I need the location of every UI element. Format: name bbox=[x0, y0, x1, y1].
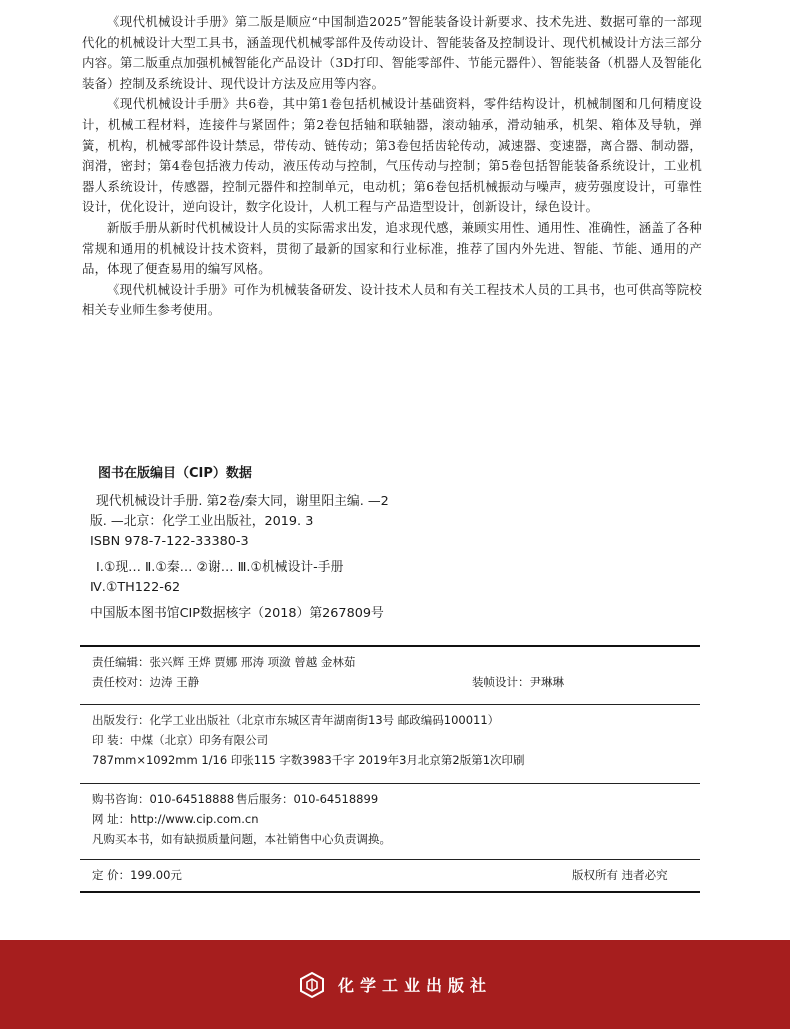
divider-top bbox=[80, 645, 700, 647]
publisher-footer-bar bbox=[0, 940, 790, 1029]
publisher-logo-group bbox=[298, 971, 492, 999]
cip-title: 图书在版编目（CIP）数据 bbox=[98, 466, 252, 481]
publishing-printer: 印 装：中煤（北京）印务有限公司 bbox=[92, 733, 269, 747]
intro-paragraph-2: 《现代机械设计手册》共6卷，其中第1卷包括机械设计基础资料，零件结构设计，机械制图和几何精度设计，机械工程材料，连接件与紧固件；第2卷包括轴和联轴器，滚动轴承，滑动轴承，机架、箱体及导轨，弹簧，机构，机械零部件设计禁忌，带传动、链传动；第3卷包括齿轮传动，减速器、变速器，离合器、制动器，润滑，密封；第4卷包括液力传动，液压传动与控制，气压传动与控制；第5卷包括智能装备系统设计，工业机器人系统设计，传感器，控制元器件和控制单元，电动机；第6卷包括机械振动与噪声，疲劳强度设计，可靠性设计，优化设计，逆向设计，数字化设计，人机工程与产品造型设计，创新设计，绿色设计。 bbox=[82, 96, 702, 215]
credits-proofreader: 责任校对：边涛 王静 bbox=[92, 675, 200, 689]
price-section bbox=[92, 865, 692, 885]
divider-credits bbox=[80, 704, 700, 705]
cip-line-edition: 版. —北京：化学工业出版社，2019. 3 bbox=[90, 514, 314, 529]
contact-purchase: 购书咨询：010-64518888 bbox=[92, 792, 235, 806]
intro-paragraph-3: 新版手册从新时代机械设计人员的实际需求出发，追求现代感，兼顾实用性、通用性、准确性，涵盖了各种常规和通用的机械设计技术资料，贯彻了最新的国家和行业标准，推荐了国内外先进、智能、节能、通用的产品，体现了便查易用的编写风格。 bbox=[82, 219, 702, 277]
divider-publishing bbox=[80, 783, 700, 784]
credits-row bbox=[92, 672, 692, 692]
cip-line-classification: Ⅰ.①现… Ⅱ.①秦… ②谢… Ⅲ.①机械设计-手册 bbox=[96, 560, 344, 575]
credits-editors: 责任编辑：张兴辉 王烨 贾娜 邢涛 项潋 曾越 金林茹 bbox=[92, 655, 356, 669]
cip-line-approval: 中国版本图书馆CIP数据核字（2018）第267809号 bbox=[90, 606, 384, 621]
divider-contact bbox=[80, 859, 700, 860]
cip-line-title: 现代机械设计手册. 第2卷/秦大同，谢里阳主编. —2 bbox=[96, 494, 389, 509]
contact-website: 网 址：http://www.cip.com.cn bbox=[92, 812, 259, 826]
publishing-specs: 787mm×1092mm 1/16 印张115 字数3983千字 2019年3月北京第2版第1次印刷 bbox=[92, 753, 525, 767]
cip-line-class-code: Ⅳ.①TH122-62 bbox=[90, 580, 181, 595]
publisher-logo-icon bbox=[298, 971, 326, 999]
intro-text bbox=[82, 12, 702, 321]
cip-line-isbn: ISBN 978-7-122-33380-3 bbox=[90, 534, 249, 549]
publishing-section bbox=[92, 710, 692, 770]
contact-row bbox=[92, 789, 692, 809]
intro-paragraph-1: 《现代机械设计手册》第二版是顺应“中国制造2025”智能装备设计新要求、技术先进、数据可靠的一部现代化的机械设计大型工具书，涵盖现代机械零部件及传动设计、智能装备及控制设计、现代机械设计方法三部分内容。第二版重点加强机械智能化产品设计（3D打印、智能零部件、节能元器件）、智能装备（机器人及智能化装备）控制及系统设计、现代设计方法及应用等内容。 bbox=[82, 14, 702, 91]
rights-notice: 版权所有 违者必究 bbox=[572, 868, 668, 882]
price-label: 定 价：199.00元 bbox=[92, 868, 182, 882]
publisher-brand-text: 化学工业出版社 bbox=[337, 976, 492, 995]
price-row bbox=[92, 865, 692, 885]
contact-notice: 凡购买本书，如有缺损质量问题，本社销售中心负责调换。 bbox=[92, 832, 391, 846]
publishing-publisher: 出版发行：化学工业出版社（北京市东城区青年湖南街13号 邮政编码100011） bbox=[92, 713, 500, 727]
divider-bottom bbox=[80, 891, 700, 893]
cip-data-block bbox=[90, 492, 470, 624]
credits-designer: 装帧设计：尹琳琳 bbox=[472, 675, 564, 689]
credits-section bbox=[92, 652, 692, 692]
intro-paragraph-4: 《现代机械设计手册》可作为机械装备研发、设计技术人员和有关工程技术人员的工具书，也可供高等院校相关专业师生参考使用。 bbox=[82, 281, 702, 318]
contact-section bbox=[92, 789, 692, 849]
contact-service: 售后服务：010-64518899 bbox=[236, 792, 379, 806]
